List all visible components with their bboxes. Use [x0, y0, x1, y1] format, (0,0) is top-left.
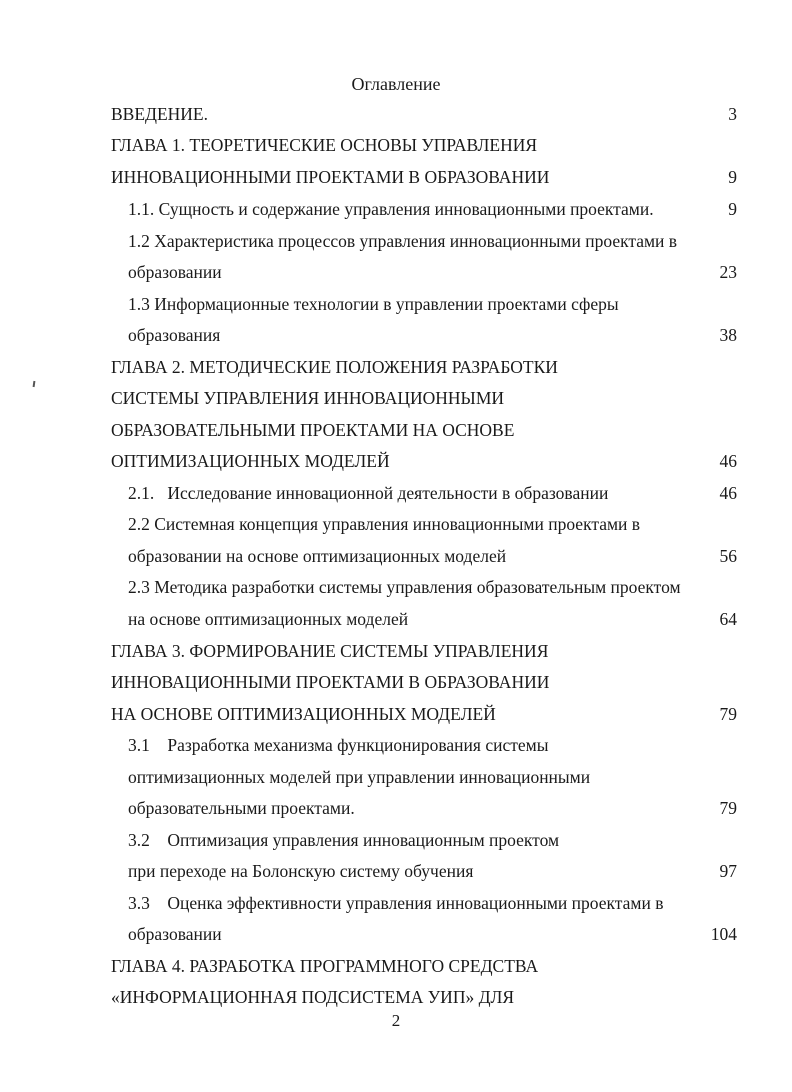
toc-section-3-3-line-1: 3.3 Оценка эффективности управления инновационными проектами в — [128, 893, 664, 913]
toc-section-1-2-line-2: образовании — [128, 262, 222, 282]
toc-section-3-1-line-3: образовательными проектами. — [128, 798, 355, 818]
toc-section-3-2-line-2: при переходе на Болонскую систему обучения — [128, 861, 474, 881]
toc-page-number: 9 — [728, 167, 737, 187]
toc-page-number: 46 — [719, 483, 737, 503]
toc-chapter-3-line-1: ГЛАВА 3. ФОРМИРОВАНИЕ СИСТЕМЫ УПРАВЛЕНИЯ — [111, 641, 549, 661]
toc-page-number: 23 — [719, 262, 737, 282]
toc-section-3-3-line-2: образовании — [128, 924, 222, 944]
toc-chapter-2-line-3: ОБРАЗОВАТЕЛЬНЫМИ ПРОЕКТАМИ НА ОСНОВЕ — [111, 420, 515, 440]
toc-page-number: 79 — [719, 798, 737, 818]
toc-chapter-3-line-3: НА ОСНОВЕ ОПТИМИЗАЦИОННЫХ МОДЕЛЕЙ — [111, 704, 496, 724]
toc-chapter-4-line-1: ГЛАВА 4. РАЗРАБОТКА ПРОГРАММНОГО СРЕДСТВА — [111, 956, 539, 976]
toc-section-3-2-line-1: 3.2 Оптимизация управления инновационным проектом — [128, 830, 560, 850]
toc-section-1-1: 1.1. Сущность и содержание управления инновационными проектами. — [128, 199, 654, 219]
toc-page-number: 3 — [728, 104, 737, 124]
toc-page-number: 64 — [719, 609, 737, 629]
toc-chapter-1-line-2: ИННОВАЦИОННЫМИ ПРОЕКТАМИ В ОБРАЗОВАНИИ — [111, 167, 550, 187]
toc-section-3-1-line-2: оптимизационных моделей при управлении инновационными — [128, 767, 591, 787]
toc-page-number: 97 — [719, 861, 737, 881]
toc-chapter-2-line-4: ОПТИМИЗАЦИОННЫХ МОДЕЛЕЙ — [111, 451, 390, 471]
toc-section-1-2-line-1: 1.2 Характеристика процессов управления инновационными проектами в — [128, 231, 678, 251]
toc-chapter-1-line-1: ГЛАВА 1. ТЕОРЕТИЧЕСКИЕ ОСНОВЫ УПРАВЛЕНИЯ — [111, 135, 538, 155]
toc-section-2-3-line-1: 2.3 Методика разработки системы управления образовательным проектом — [128, 577, 681, 597]
toc-chapter-2-line-2: СИСТЕМЫ УПРАВЛЕНИЯ ИННОВАЦИОННЫМИ — [111, 388, 505, 408]
toc-page-number: 79 — [719, 704, 737, 724]
toc-chapter-4-line-2: «ИНФОРМАЦИОННАЯ ПОДСИСТЕМА УИП» ДЛЯ — [111, 987, 515, 1007]
page-number: 2 — [391, 1011, 401, 1030]
toc-entry-intro: ВВЕДЕНИЕ. — [111, 104, 209, 124]
toc-section-2-3-line-2: на основе оптимизационных моделей — [128, 609, 409, 629]
toc-section-1-3-line-1: 1.3 Информационные технологии в управлении проектами сферы — [128, 294, 619, 314]
toc-chapter-3-line-2: ИННОВАЦИОННЫМИ ПРОЕКТАМИ В ОБРАЗОВАНИИ — [111, 672, 550, 692]
toc-section-2-2-line-2: образовании на основе оптимизационных моделей — [128, 546, 507, 566]
toc-section-2-2-line-1: 2.2 Системная концепция управления инновационными проектами в — [128, 514, 641, 534]
toc-section-3-1-line-1: 3.1 Разработка механизма функционирования системы — [128, 735, 549, 755]
page-title: Оглавление — [351, 74, 441, 94]
toc-section-1-3-line-2: образования — [128, 325, 221, 345]
toc-page-number: 46 — [719, 451, 737, 471]
toc-section-2-1: 2.1. Исследование инновационной деятельности в образовании — [128, 483, 609, 503]
toc-page-number: 104 — [710, 924, 737, 944]
toc-page-number: 56 — [719, 546, 737, 566]
toc-chapter-2-line-1: ГЛАВА 2. МЕТОДИЧЕСКИЕ ПОЛОЖЕНИЯ РАЗРАБОТКИ — [111, 357, 558, 377]
toc-page-number: 9 — [728, 199, 737, 219]
toc-page-number: 38 — [719, 325, 737, 345]
